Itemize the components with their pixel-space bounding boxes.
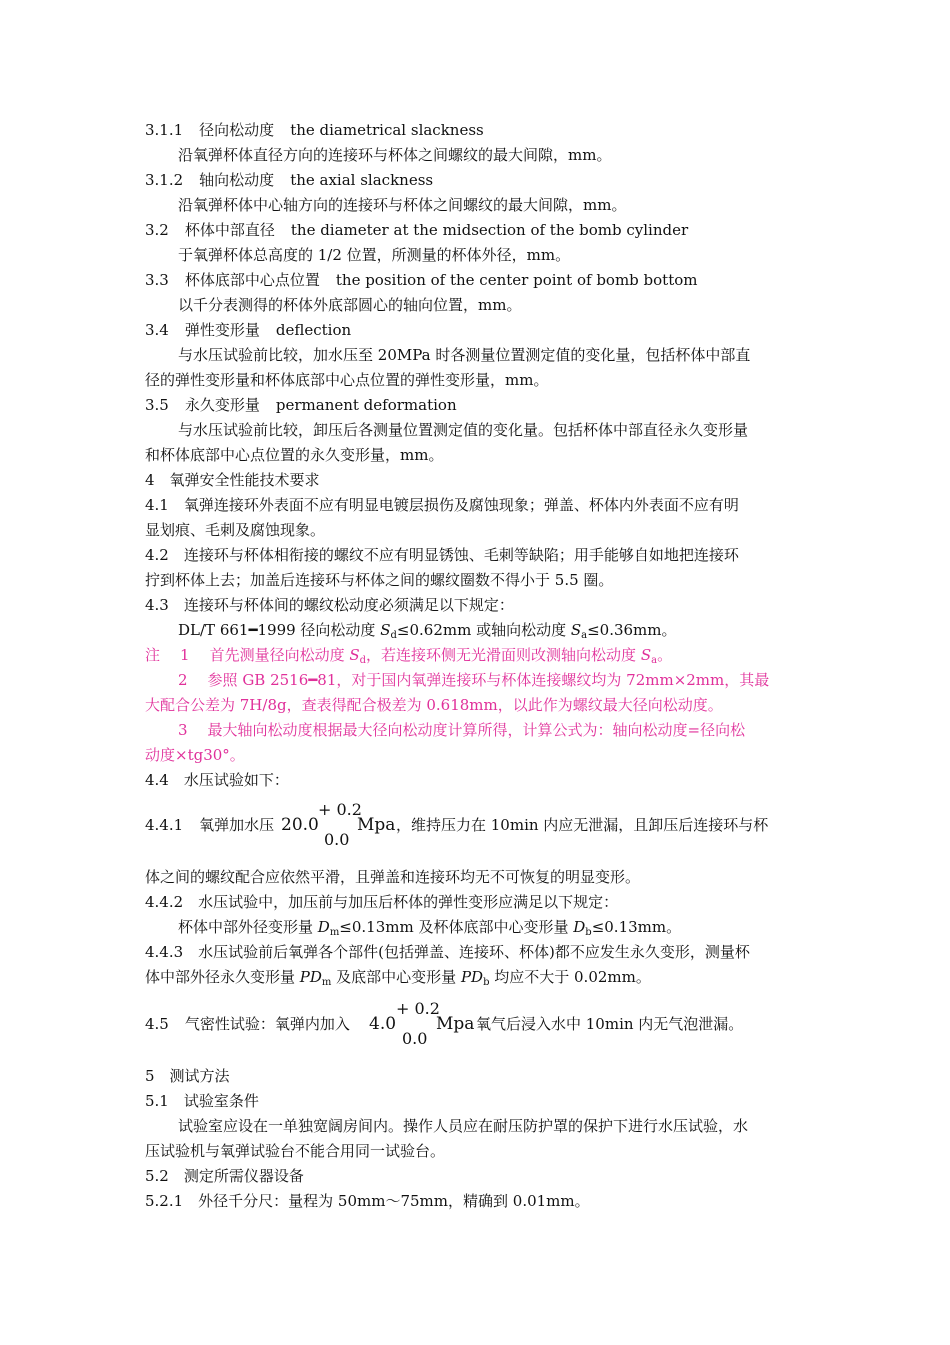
clause-4-1-line2: 显划痕、毛刺及腐蚀现象。 [145,521,326,539]
definition-3-4-line1: 与水压试验前比较，加水压至 20MPa 时各测量位置测定值的变化量，包括杯体中部直 [178,346,751,364]
pressure-base-value: 20.0 [281,815,319,835]
section-number: 3.5 [145,396,169,414]
clause-5-1-line2: 压试验机与氧弹试验台不能合用同一试验台。 [145,1142,446,1160]
definition-3-5-line2: 和杯体底部中心点位置的永久变形量，mm。 [145,446,444,464]
clause-4-4-1-tail: ，维持压力在 10min 内应无泄漏，且卸压后连接环与杯 [396,816,769,834]
definition-3-1-2: 沿氧弹杯体中心轴方向的连接环与杯体之间螺纹的最大间隙，mm。 [178,196,627,214]
heading-5: 5 测试方法 [145,1067,230,1085]
clause-4-2-line1: 4.2 连接环与杯体相衔接的螺纹不应有明显锈蚀、毛刺等缺陷；用手能够自如地把连接环 [145,546,739,564]
clause-4-4-1-text: 4.4.1 氧弹加水压 [145,816,275,834]
section-number: 3.1.1 [145,121,184,139]
clause-4-1-line1: 4.1 氧弹连接环外表面不应有明显电镀层损伤及腐蚀现象；弹盖、杯体内外表面不应有明 [145,496,739,514]
note-3-line1: 3 最大轴向松动度根据最大径向松动度计算所得，计算公式为：轴向松动度=径向松 [178,721,746,739]
heading-3-3 [145,270,698,290]
term-en: the position of the center point of bomb bottom [335,271,698,289]
term-zh: 轴向松动度 [199,171,275,189]
clause-4-4: 4.4 水压试验如下： [145,771,289,789]
heading-3-5 [145,395,457,415]
term-en: deflection [275,321,352,339]
clause-4-5-tail: 氧气后浸入水中 10min 内无气泡泄漏。 [476,1015,744,1033]
term-en: the axial slackness [290,171,434,189]
heading-4: 4 氧弹安全性能技术要求 [145,471,320,489]
pressure-base-value: 4.0 [369,1014,397,1034]
section-number: 3.2 [145,221,169,239]
clause-4-2-line2: 拧到杯体上去；加盖后连接环与杯体之间的螺纹圈数不得小于 5.5 圈。 [145,571,614,589]
clause-4-4-2-rule: 杯体中部外径变形量 $D_m\le 0.13mm$ 及杯体底部中心变形量 $D_b\le 0.13mm$。 [178,918,682,938]
clause-4-4-2: 4.4.2 水压试验中，加压前与加压后杯体的弹性变形应满足以下规定： [145,893,619,911]
definition-3-4-line2: 径的弹性变形量和杯体底部中心点位置的弹性变形量，mm。 [145,371,549,389]
term-zh: 杯体中部直径 [184,221,275,239]
pressure-lower-tolerance: 0.0 [324,830,350,849]
clause-4-3-rule: DL/T 661━1999 径向松动度 $S_d\le 0.62mm$ 或轴向松动度 $S_a\le 0.36mm$。 [178,621,677,641]
term-zh: 径向松动度 [199,121,275,139]
clause-4-4-1-line2: 体之间的螺纹配合应依然平滑，且弹盖和连接环均无不可恢复的明显变形。 [145,868,641,886]
section-number: 3.4 [145,321,169,339]
definition-3-3: 以千分表测得的杯体外底部圆心的轴向位置，mm。 [178,296,522,314]
term-en: the diametrical slackness [290,121,484,139]
term-zh: 杯体底部中心点位置 [184,271,320,289]
term-zh: 永久变形量 [184,396,260,414]
definition-3-2: 于氧弹杯体总高度的 1/2 位置，所测量的杯体外径，mm。 [178,246,571,264]
heading-3-1-2 [145,170,433,190]
clause-5-1-line1: 试验室应设在一单独宽阔房间内。操作人员应在耐压防护罩的保护下进行水压试验，水 [178,1117,749,1135]
clause-5-2-1: 5.2.1 外径千分尺：量程为 50mm～75mm，精确到 0.01mm。 [145,1192,590,1210]
clause-4-4-3-line1: 4.4.3 水压试验前后氧弹各个部件(包括弹盖、连接环、杯体)都不应发生永久变形，测量杯 [145,943,750,961]
note-3-line2: 动度×tg30°。 [145,746,245,764]
term-en: permanent deformation [275,396,457,414]
note-2-line1: 2 参照 GB 2516━81，对于国内氧弹连接环与杯体连接螺纹均为 72mm×2mm，其最 [178,671,770,689]
pressure-upper-tolerance: + 0.2 [396,999,440,1018]
section-number: 3.1.2 [145,171,184,189]
pressure-unit: Mpa [436,1014,475,1034]
clause-4-5-text: 4.5 气密性试验：氧弹内加入 [145,1015,350,1033]
pressure-upper-tolerance: + 0.2 [318,800,362,819]
pressure-lower-tolerance: 0.0 [402,1029,428,1048]
term-zh: 弹性变形量 [184,321,260,339]
section-number: 3.3 [145,271,169,289]
symbol-s: S [570,621,582,639]
symbol-s: S [380,621,391,639]
pressure-unit: Mpa [357,815,396,835]
term-en: the diameter at the midsection of the bomb cylinder [290,221,689,239]
heading-3-2 [145,220,688,240]
definition-3-1-1: 沿氧弹杯体直径方向的连接环与杯体之间螺纹的最大间隙，mm。 [178,146,612,164]
definition-3-5-line1: 与水压试验前比较，卸压后各测量位置测定值的变化量。包括杯体中部直径永久变形量 [178,421,749,439]
clause-4-3: 4.3 连接环与杯体间的螺纹松动度必须满足以下规定： [145,596,514,614]
note-2-line2: 大配合公差为 7H/8g，查表得配合极差为 0.618mm，以此作为螺纹最大径向松动度。 [145,696,723,714]
heading-5-2: 5.2 测定所需仪器设备 [145,1167,304,1185]
heading-3-4 [145,320,351,340]
note-1: 注 1 首先测量径向松动度 $S_d$，若连接环侧无光滑面则改测轴向松动度 $S_a$。 [145,646,673,666]
heading-3-1-1 [145,120,484,140]
heading-5-1: 5.1 试验室条件 [145,1092,259,1110]
clause-4-4-3-line2: 体中部外径永久变形量 $PD_m$ 及底部中心变形量 $PD_b$ 均应不大于 0.02mm。 [145,968,651,988]
